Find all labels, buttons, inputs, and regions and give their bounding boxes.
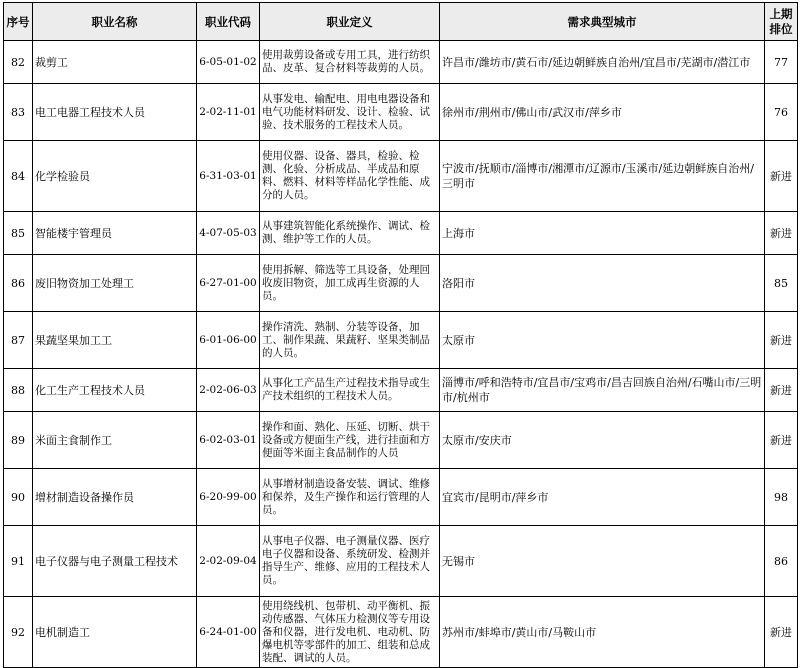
prev-rank-cell: 新进 bbox=[765, 369, 798, 412]
header-seq: 序号 bbox=[4, 3, 33, 41]
cities-cell: 苏州市/蚌埠市/黄山市/马鞍山市 bbox=[440, 597, 765, 668]
definition-cell: 从事发电、输配电、用电电器设备和电气功能材料研发、设计、检验、试验、技术服务的工程技术人员。 bbox=[260, 84, 440, 141]
table-row bbox=[4, 84, 798, 141]
name-cell: 废旧物资加工处理工 bbox=[33, 255, 197, 312]
code-cell: 6-02-03-01 bbox=[197, 412, 260, 469]
cities-cell: 徐州市/荆州市/佛山市/武汉市/萍乡市 bbox=[440, 84, 765, 141]
definition-cell: 从事增材制造设备安装、调试、维修和保养，及生产操作和运行管理的人员。 bbox=[260, 469, 440, 526]
prev-rank-cell: 新进 bbox=[765, 597, 798, 668]
definition-cell: 操作和面、熟化、压延、切断、烘干设备或方便面生产线，进行挂面和方便面等米面主食品制作的人员 bbox=[260, 412, 440, 469]
table-row bbox=[4, 212, 798, 255]
seq-cell: 84 bbox=[4, 141, 33, 212]
table-row bbox=[4, 526, 798, 597]
definition-cell: 从事电子仪器、电子测量仪器、医疗电子仪器和设备、系统研发、检测并指导生产、维修、应用的工程技术人员。 bbox=[260, 526, 440, 597]
prev-rank-cell: 76 bbox=[765, 84, 798, 141]
definition-cell: 使用绕线机、包带机、动平衡机、振动传感器、气体压力检测仪等专用设备和仪器，进行发电机、电动机、防爆电机等零部件的加工、组装和总成装配、调试的人员。 bbox=[260, 597, 440, 668]
seq-cell: 90 bbox=[4, 469, 33, 526]
prev-rank-cell: 85 bbox=[765, 255, 798, 312]
name-cell: 电机制造工 bbox=[33, 597, 197, 668]
definition-cell: 使用裁剪设备或专用工具，进行纺织品、皮革、复合材料等裁剪的人员。 bbox=[260, 41, 440, 84]
code-cell: 6-31-03-01 bbox=[197, 141, 260, 212]
seq-cell: 83 bbox=[4, 84, 33, 141]
seq-cell: 87 bbox=[4, 312, 33, 369]
name-cell: 化工生产工程技术人员 bbox=[33, 369, 197, 412]
code-cell: 6-20-99-00 bbox=[197, 469, 260, 526]
code-cell: 6-01-06-00 bbox=[197, 312, 260, 369]
prev-rank-cell: 98 bbox=[765, 469, 798, 526]
table-row bbox=[4, 597, 798, 668]
prev-rank-cell: 新进 bbox=[765, 212, 798, 255]
cities-cell: 太原市/安庆市 bbox=[440, 412, 765, 469]
code-cell: 4-07-05-03 bbox=[197, 212, 260, 255]
header-prev-rank: 上期 排位 bbox=[765, 3, 798, 41]
seq-cell: 92 bbox=[4, 597, 33, 668]
table-row bbox=[4, 41, 798, 84]
cities-cell: 宜宾市/昆明市/萍乡市 bbox=[440, 469, 765, 526]
definition-cell: 从事建筑智能化系统操作、调试、检测、维护等工作的人员。 bbox=[260, 212, 440, 255]
name-cell: 化学检验员 bbox=[33, 141, 197, 212]
table-header-row bbox=[4, 3, 798, 41]
table-row bbox=[4, 255, 798, 312]
name-cell: 米面主食制作工 bbox=[33, 412, 197, 469]
table-row bbox=[4, 469, 798, 526]
cities-cell: 淄博市/呼和浩特市/宜昌市/宝鸡市/昌吉回族自治州/石嘴山市/三明市/杭州市 bbox=[440, 369, 765, 412]
definition-cell: 使用拆解、筛选等工具设备，处理回收废旧物资，加工成再生资源的人员。 bbox=[260, 255, 440, 312]
name-cell: 裁剪工 bbox=[33, 41, 197, 84]
table-row bbox=[4, 141, 798, 212]
seq-cell: 88 bbox=[4, 369, 33, 412]
cities-cell: 无锡市 bbox=[440, 526, 765, 597]
cities-cell: 上海市 bbox=[440, 212, 765, 255]
cities-cell: 洛阳市 bbox=[440, 255, 765, 312]
prev-rank-cell: 新进 bbox=[765, 141, 798, 212]
seq-cell: 91 bbox=[4, 526, 33, 597]
prev-rank-cell: 新进 bbox=[765, 312, 798, 369]
code-cell: 2-02-06-03 bbox=[197, 369, 260, 412]
name-cell: 智能楼宇管理员 bbox=[33, 212, 197, 255]
seq-cell: 86 bbox=[4, 255, 33, 312]
code-cell: 6-24-01-00 bbox=[197, 597, 260, 668]
cities-cell: 宁波市/抚顺市/淄博市/湘潭市/辽源市/玉溪市/延边朝鲜族自治州/三明市 bbox=[440, 141, 765, 212]
prev-rank-cell: 新进 bbox=[765, 412, 798, 469]
name-cell: 电工电器工程技术人员 bbox=[33, 84, 197, 141]
seq-cell: 85 bbox=[4, 212, 33, 255]
code-cell: 6-05-01-02 bbox=[197, 41, 260, 84]
code-cell: 2-02-11-01 bbox=[197, 84, 260, 141]
definition-cell: 使用仪器、设备、器具，检验、检测、化验、分析成品、半成品和原料、燃料、材料等样品化学性能、成分的人员。 bbox=[260, 141, 440, 212]
table-row bbox=[4, 369, 798, 412]
header-name: 职业名称 bbox=[33, 3, 197, 41]
table-row bbox=[4, 312, 798, 369]
seq-cell: 82 bbox=[4, 41, 33, 84]
table-row bbox=[4, 412, 798, 469]
definition-cell: 从事化工产品生产过程技术指导或生产技术组织的工程技术人员。 bbox=[260, 369, 440, 412]
name-cell: 增材制造设备操作员 bbox=[33, 469, 197, 526]
code-cell: 6-27-01-00 bbox=[197, 255, 260, 312]
name-cell: 果蔬坚果加工工 bbox=[33, 312, 197, 369]
cities-cell: 太原市 bbox=[440, 312, 765, 369]
header-cities: 需求典型城市 bbox=[440, 3, 765, 41]
seq-cell: 89 bbox=[4, 412, 33, 469]
header-code: 职业代码 bbox=[197, 3, 260, 41]
cities-cell: 许昌市/潍坊市/黄石市/延边朝鲜族自治州/宜昌市/芜湖市/潜江市 bbox=[440, 41, 765, 84]
header-definition: 职业定义 bbox=[260, 3, 440, 41]
occupation-table bbox=[3, 2, 798, 668]
code-cell: 2-02-09-04 bbox=[197, 526, 260, 597]
prev-rank-cell: 77 bbox=[765, 41, 798, 84]
definition-cell: 操作清洗、熟制、分装等设备，加工、制作果蔬、果蔬籽、坚果类制品的人员。 bbox=[260, 312, 440, 369]
name-cell: 电子仪器与电子测量工程技术 bbox=[33, 526, 197, 597]
prev-rank-cell: 86 bbox=[765, 526, 798, 597]
